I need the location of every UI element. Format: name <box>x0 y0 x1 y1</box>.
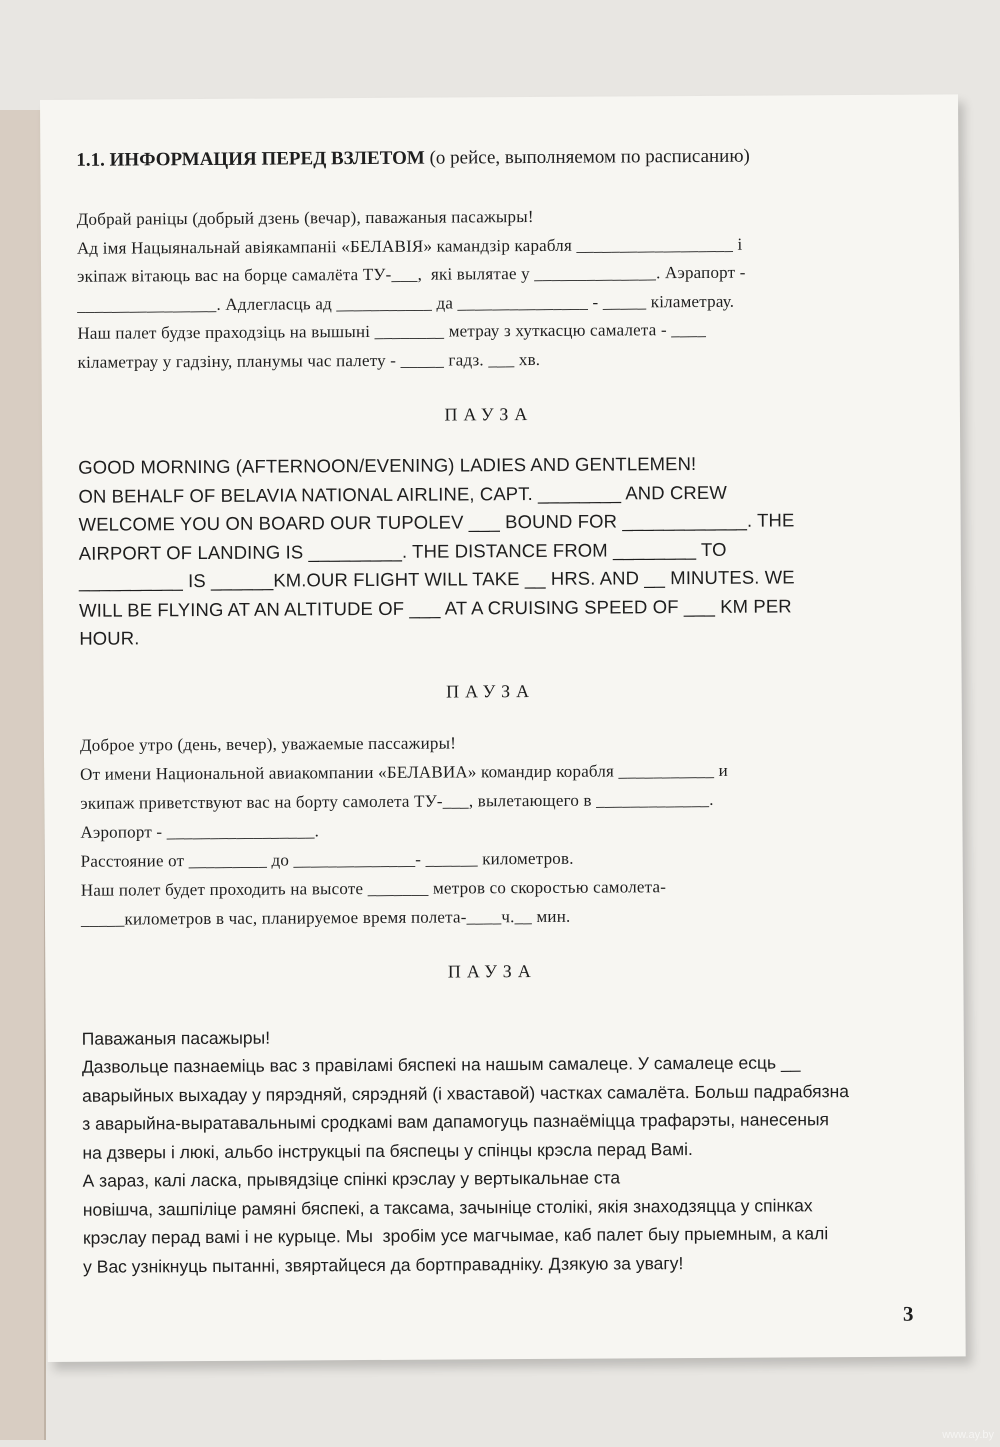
text-line: Дазвольце пазнаеміць вас з правіламі бяспекі на нашым самалеце. У самалеце есць __ <box>81 1052 801 1077</box>
document-page <box>40 94 966 1362</box>
text-line: экипаж приветствуют вас на борту самолета ТУ-___, вылетающего в _____________. <box>80 789 714 813</box>
text-line: на дзверы і люкі, альбо інструкцыі па бяспецы у спінцы крэсла перад Вамі. <box>82 1138 693 1163</box>
page-content <box>76 145 905 1281</box>
page-number: 3 <box>902 1301 914 1326</box>
text-line: ON BEHALF OF BELAVIA NATIONAL AIRLINE, CAPT. ________ AND CREW <box>78 481 727 507</box>
russian-announcement <box>80 725 903 933</box>
section-subtitle: (о рейсе, выполняемом по расписанию) <box>429 145 750 169</box>
text-line: экіпаж вітаюць вас на борце самалёта ТУ-___, які вылятае у ______________. Аэрапорт - <box>77 262 746 286</box>
text-line: кіламетрау у гадзіну, планумы час палету - _____ гадз. ___ хв. <box>77 349 541 372</box>
text-line: ________________. Адлегласць ад ___________ да _______________ - _____ кіламетрау. <box>77 291 735 315</box>
facing-page-edge <box>0 110 46 1440</box>
text-line: аварыйных выхадау у пярэдняй, сярэдняй (і хваставой) частках самалёта. Больш падрабязна <box>82 1080 850 1106</box>
text-line: крэслау перад вамі і не курыце. Мы зробім усе магчымае, каб палет быу прыемным, а калі <box>82 1223 829 1248</box>
text-line: HOUR. <box>79 627 140 649</box>
text-line: От имени Национальной авиакомпании «БЕЛАВИА» командир корабля ___________ и <box>80 760 728 784</box>
text-line: Наш полет будет проходить на высоте _______ метров со скоростью самолета- <box>80 876 667 900</box>
text-line: Паважаныя пасажыры! <box>81 1027 271 1049</box>
text-line: Доброе утро (день, вечер), уважаемые пассажиры! <box>79 732 457 755</box>
section-heading <box>76 145 898 172</box>
text-line: WELCOME YOU ON BOARD OUR TUPOLEV ___ BOUND FOR ____________. THE <box>78 509 795 535</box>
safety-announcement <box>82 1019 906 1281</box>
text-line: WILL BE FLYING AT AN ALTITUDE OF ___ AT A CRUISING SPEED OF ___ KM PER <box>79 594 792 621</box>
text-line: у Вас узнікнуць пытанні, звяртайцеся да бортправадніку. Дзякую за увагу! <box>83 1252 684 1277</box>
text-line: новішча, зашпіліце рамяні бяспекі, а таксама, зачыніце столікі, якія знаходзяцца у спінках <box>82 1194 813 1220</box>
text-line: Наш палет будзе праходзіць на вышыні ________ метрау з хуткасцю самалета - ____ <box>77 319 707 343</box>
pause-label: ПАУЗА <box>446 680 536 702</box>
text-line: А зараз, калі ласка, прывядзіце спінкі крэслау у вертыкальнае ста <box>82 1167 621 1191</box>
section-title: 1.1. ИНФОРМАЦИЯ ПЕРЕД ВЗЛЕТОМ <box>76 147 425 171</box>
text-line: Ад імя Нацыянальнай авіякампаніі «БЕЛАВІЯ» камандзір карабля __________________ і <box>76 234 743 258</box>
text-line: Добрай раніцы (добрый дзень (вечар), паважаныя пасажыры! <box>76 206 534 229</box>
pause-label: ПАУЗА <box>447 960 537 982</box>
text-line: Аэропорт - _________________. <box>80 820 320 842</box>
english-announcement <box>78 449 901 654</box>
belarusian-announcement <box>77 201 900 377</box>
text-line: __________ IS ______KM.OUR FLIGHT WILL TAKE __ HRS. AND __ MINUTES. WE <box>78 566 795 592</box>
text-line: GOOD MORNING (AFTERNOON/EVENING) LADIES AND GENTLEMEN! <box>78 452 697 478</box>
pause-label: ПАУЗА <box>444 403 534 425</box>
watermark: www.ay.by <box>942 1429 994 1441</box>
text-line: AIRPORT OF LANDING IS _________. THE DISTANCE FROM ________ TO <box>78 538 727 564</box>
text-line: з аварыйна-выратавальнымі сродкамі вам дапамогуць пазнаёміцца трафарэты, нанесеныя <box>82 1109 830 1134</box>
text-line: _____километров в час, планируемое время полета-____ч.__ мин. <box>80 906 571 929</box>
text-line: Расстояние от _________ до ______________- ______ километров. <box>80 848 574 871</box>
